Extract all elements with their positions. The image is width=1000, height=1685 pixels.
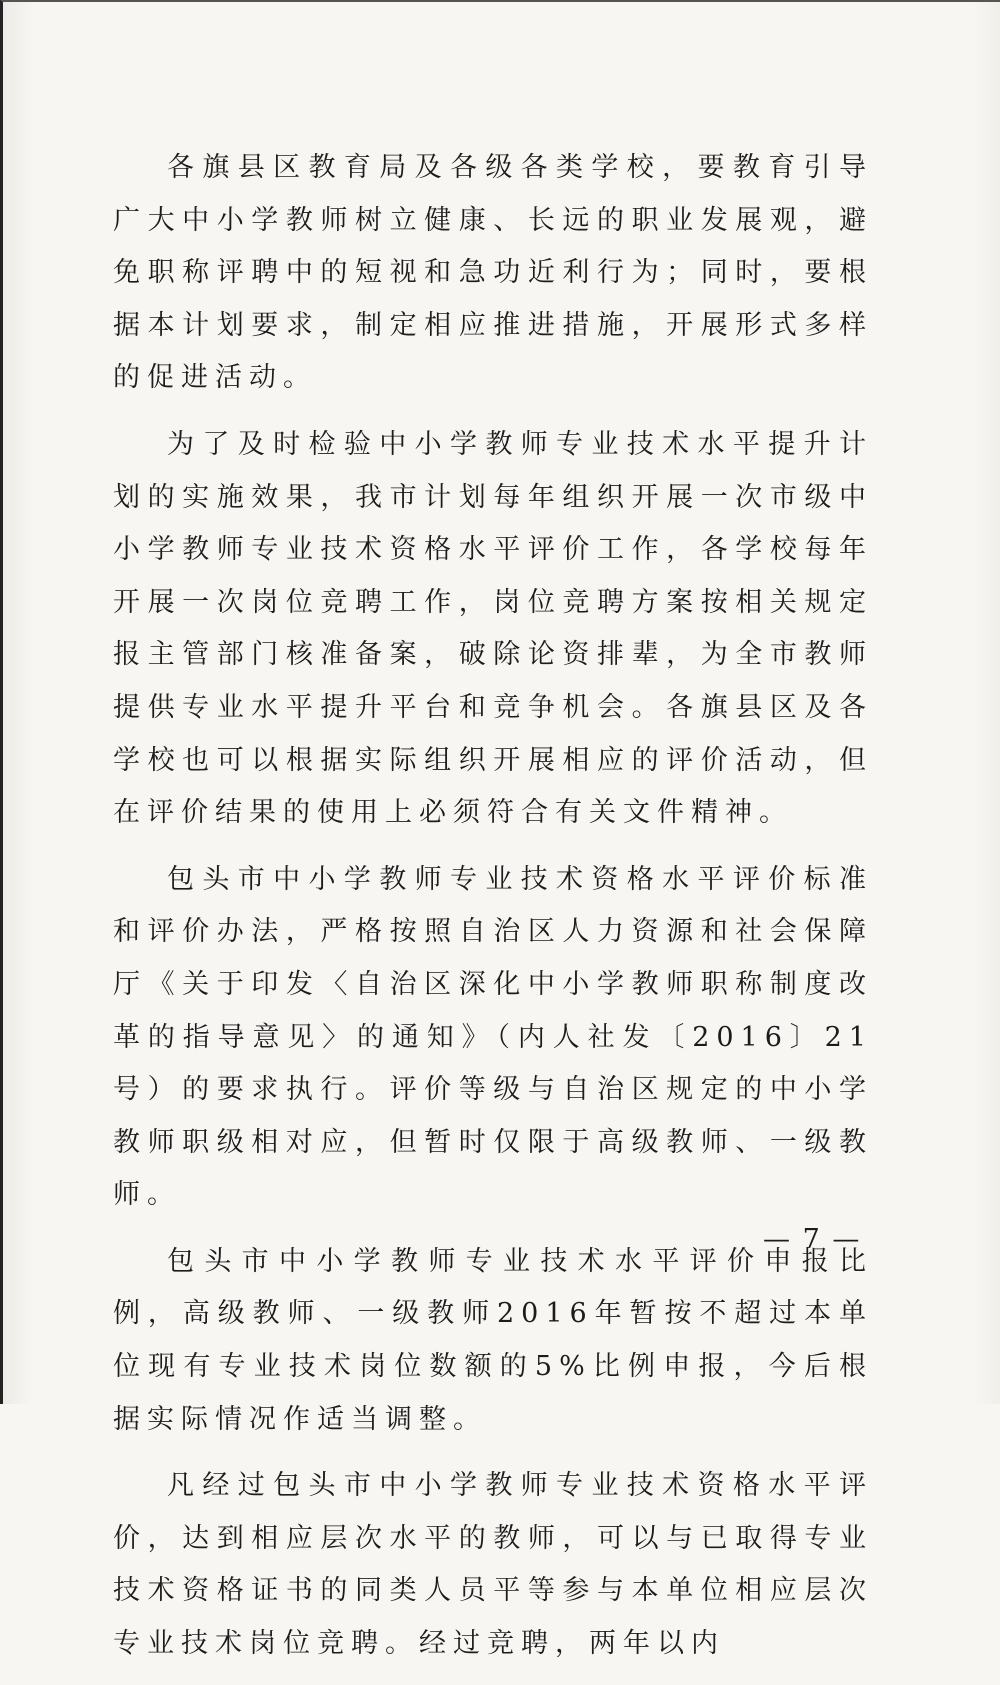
paragraph-3: 包头市中小学教师专业技术资格水平评价标准和评价办法，严格按照自治区人力资源和社会保障厅《关于印发〈自治区深化中小学教师职称制度改革的指导意见〉的通知》（内人社发〔2016〕21号）的要求执行。评价等级与自治区规定的中小学教师职级相对应，但暂时仅限于高级教师、一级教师。: [113, 863, 873, 1211]
paragraph-2: 为了及时检验中小学教师专业技术水平提升计划的实施效果，我市计划每年组织开展一次市级中小学教师专业技术资格水平评价工作，各学校每年开展一次岗位竞聘工作，岗位竞聘方案按相关规定报主管部门核准备案，破除论资排辈，为全市教师提供专业水平提升平台和竞争机会。各旗县区及各学校也可以根据实际组织开展相应的评价活动，但在评价结果的使用上必须符合有关文件精神。: [113, 428, 873, 829]
paragraph-4: 包头市中小学教师专业技术水平评价申报比例，高级教师、一级教师2016年暂按不超过本单位现有专业技术岗位数额的5%比例申报，今后根据实际情况作适当调整。: [113, 1245, 873, 1435]
body-text: [113, 142, 873, 1685]
page-number: — 7 —: [763, 1224, 862, 1255]
paragraph-5: 凡经过包头市中小学教师专业技术资格水平评价，达到相应层次水平的教师，可以与已取得专业技术资格证书的同类人员平等参与本单位相应层次专业技术岗位竞聘。经过竞聘，两年以内: [113, 1470, 873, 1660]
paragraph-1: 各旗县区教育局及各级各类学校，要教育引导广大中小学教师树立健康、长远的职业发展观，避免职称评聘中的短视和急功近利行为；同时，要根据本计划要求，制定相应推进措施，开展形式多样的促进活动。: [113, 152, 873, 394]
